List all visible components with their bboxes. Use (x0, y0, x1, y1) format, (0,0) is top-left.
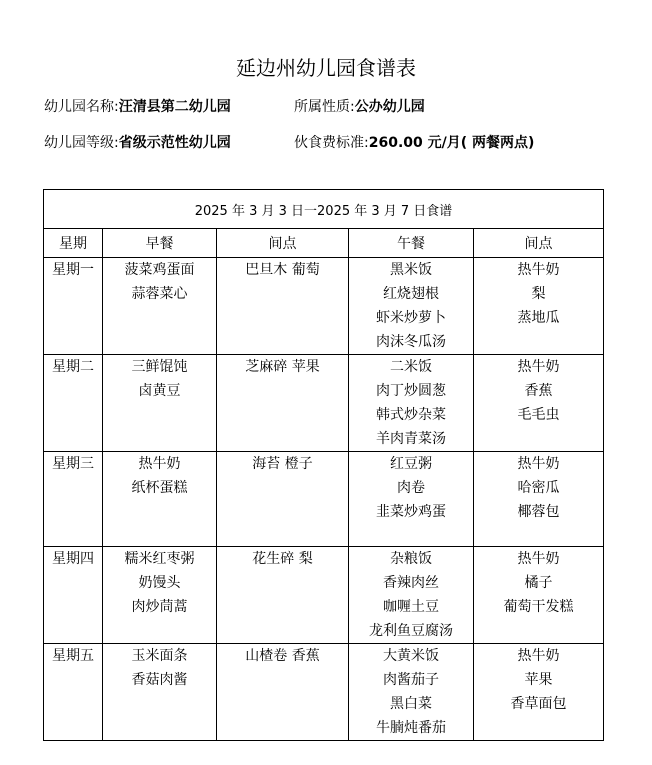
menu-item: 香草面包 (510, 696, 567, 712)
table-row (44, 258, 604, 355)
breakfast-cell (103, 258, 217, 355)
lunch-cell (349, 644, 474, 741)
morning-snack-cell (217, 258, 349, 355)
menu-item: 卤黄豆 (138, 383, 181, 399)
menu-item: 苹果 (524, 672, 553, 688)
menu-item: 热牛奶 (517, 262, 560, 278)
meal-fee-label: 伙食费标准: (294, 135, 369, 151)
page-title: 延边州幼儿园食谱表 (236, 56, 416, 80)
menu-item: 玉米面条 (131, 648, 188, 664)
weekday-label: 星期四 (52, 551, 94, 567)
breakfast-cell (103, 547, 217, 644)
menu-item: 红豆粥 (390, 456, 432, 472)
menu-item: 黑白菜 (390, 696, 432, 712)
menu-item: 花生碎 梨 (252, 551, 313, 567)
weekday-cell (44, 258, 103, 355)
menu-item: 肉卷 (397, 480, 425, 496)
menu-item: 哈密瓜 (517, 480, 560, 496)
weekday-label: 星期一 (52, 262, 94, 278)
morning-snack-cell (217, 355, 349, 452)
kindergarten-type-label: 所属性质: (294, 99, 355, 115)
table-row (44, 547, 604, 644)
weekday-cell (44, 644, 103, 741)
menu-item: 海苔 橙子 (252, 456, 313, 472)
menu-item: 糯米红枣粥 (124, 551, 195, 567)
menu-item: 香菇肉酱 (131, 672, 188, 688)
kindergarten-type-value: 公办幼儿园 (354, 99, 425, 115)
menu-item: 奶馒头 (138, 575, 181, 591)
breakfast-cell (103, 452, 217, 547)
kindergarten-level-label: 幼儿园等级: (44, 135, 119, 151)
menu-item: 牛腩炖番茄 (376, 720, 446, 736)
menu-item: 红烧翅根 (383, 286, 439, 302)
menu-item: 肉酱茄子 (383, 672, 439, 688)
kindergarten-level-value: 省级示范性幼儿园 (118, 135, 231, 151)
menu-item: 菠菜鸡蛋面 (124, 262, 195, 278)
lunch-cell (349, 258, 474, 355)
weekday-label: 星期五 (52, 648, 94, 664)
table-row (44, 644, 604, 741)
lunch-cell (349, 547, 474, 644)
morning-snack-cell (217, 452, 349, 547)
menu-item: 虾米炒萝卜 (376, 310, 446, 326)
kindergarten-name-value: 汪清县第二幼儿园 (118, 99, 231, 115)
menu-item: 纸杯蛋糕 (131, 480, 188, 496)
kindergarten-name-label: 幼儿园名称: (44, 99, 119, 115)
menu-item: 杂粮饭 (390, 551, 432, 567)
meal-fee-info (294, 134, 534, 152)
menu-item: 肉炒茼蒿 (131, 599, 188, 615)
table-row (44, 355, 604, 452)
menu-item: 三鲜馄饨 (131, 359, 188, 375)
afternoon-snack-cell (474, 452, 604, 547)
kindergarten-name-info (44, 98, 231, 116)
menu-item: 热牛奶 (517, 359, 560, 375)
menu-item: 香蕉 (524, 383, 553, 399)
menu-item: 蒸地瓜 (517, 310, 560, 326)
menu-item: 芝麻碎 苹果 (245, 359, 320, 375)
afternoon-snack-cell (474, 644, 604, 741)
header-breakfast: 早餐 (103, 229, 217, 258)
menu-item: 二米饭 (390, 359, 432, 375)
header-morning-snack: 间点 (217, 229, 349, 258)
menu-item: 热牛奶 (517, 648, 560, 664)
weekday-cell (44, 355, 103, 452)
header-afternoon-snack: 间点 (474, 229, 604, 258)
table-header-row (44, 229, 604, 258)
menu-item: 蒜蓉菜心 (131, 286, 188, 302)
menu-item: 香辣肉丝 (383, 575, 439, 591)
afternoon-snack-cell (474, 258, 604, 355)
morning-snack-cell (217, 547, 349, 644)
weekly-menu-table (43, 189, 604, 741)
lunch-cell (349, 355, 474, 452)
weekday-cell (44, 547, 103, 644)
kindergarten-level-info (44, 134, 231, 152)
menu-item: 韭菜炒鸡蛋 (376, 504, 446, 520)
menu-item: 山楂卷 香蕉 (245, 648, 320, 664)
menu-item: 毛毛虫 (517, 407, 560, 423)
afternoon-snack-cell (474, 355, 604, 452)
menu-item: 葡萄干发糕 (503, 599, 574, 615)
afternoon-snack-cell (474, 547, 604, 644)
breakfast-cell (103, 355, 217, 452)
menu-item: 肉沫冬瓜汤 (376, 334, 446, 350)
menu-item: 龙利鱼豆腐汤 (369, 623, 453, 639)
menu-item: 椰蓉包 (517, 504, 560, 520)
header-lunch: 午餐 (349, 229, 474, 258)
breakfast-cell (103, 644, 217, 741)
weekday-label: 星期三 (52, 456, 94, 472)
menu-item: 热牛奶 (517, 456, 560, 472)
menu-item: 梨 (531, 286, 546, 302)
menu-item: 大黄米饭 (383, 648, 439, 664)
menu-item: 咖喱土豆 (383, 599, 439, 615)
menu-date-caption: 2025 年 3 月 3 日一2025 年 3 月 7 日食谱 (44, 190, 604, 229)
menu-item: 韩式炒杂菜 (376, 407, 446, 423)
lunch-cell (349, 452, 474, 547)
kindergarten-type-info (294, 98, 425, 116)
table-row (44, 452, 604, 547)
weekday-label: 星期二 (52, 359, 94, 375)
header-weekday: 星期 (44, 229, 103, 258)
menu-item: 肉丁炒圆葱 (376, 383, 446, 399)
menu-item: 巴旦木 葡萄 (245, 262, 320, 278)
meal-fee-value: 260.00 元/月( 两餐两点) (368, 135, 535, 151)
menu-item: 橘子 (524, 575, 553, 591)
menu-item: 热牛奶 (138, 456, 181, 472)
menu-item: 黑米饭 (390, 262, 432, 278)
morning-snack-cell (217, 644, 349, 741)
menu-item: 羊肉青菜汤 (376, 431, 446, 447)
menu-item: 热牛奶 (517, 551, 560, 567)
weekday-cell (44, 452, 103, 547)
